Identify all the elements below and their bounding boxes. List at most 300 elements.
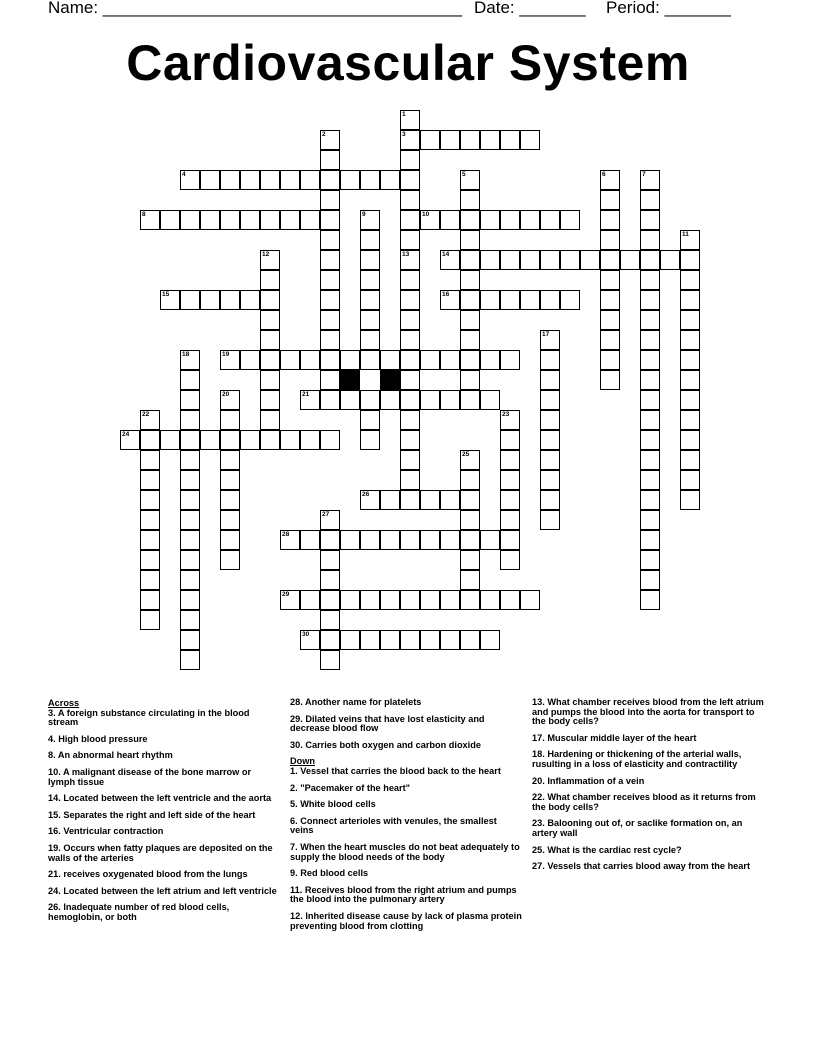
grid-cell[interactable] — [400, 250, 420, 270]
grid-cell[interactable] — [520, 590, 540, 610]
grid-cell[interactable] — [200, 170, 220, 190]
grid-cell[interactable] — [460, 170, 480, 190]
period-field[interactable]: Period: _______ — [606, 0, 731, 17]
grid-cell[interactable] — [360, 410, 380, 430]
grid-cell[interactable] — [400, 270, 420, 290]
grid-cell[interactable] — [140, 590, 160, 610]
grid-cell[interactable] — [680, 410, 700, 430]
grid-cell[interactable] — [640, 230, 660, 250]
grid-cell[interactable] — [460, 570, 480, 590]
grid-cell[interactable] — [680, 490, 700, 510]
grid-cell[interactable] — [180, 370, 200, 390]
grid-cell[interactable] — [220, 470, 240, 490]
grid-cell[interactable] — [400, 190, 420, 210]
grid-cell[interactable] — [680, 330, 700, 350]
grid-cell[interactable] — [600, 190, 620, 210]
grid-cell[interactable] — [640, 430, 660, 450]
grid-cell[interactable] — [640, 370, 660, 390]
grid-cell[interactable] — [460, 290, 480, 310]
grid-cell[interactable] — [180, 610, 200, 630]
grid-cell[interactable] — [280, 170, 300, 190]
grid-cell[interactable] — [400, 290, 420, 310]
grid-cell[interactable] — [440, 290, 460, 310]
grid-cell[interactable] — [560, 290, 580, 310]
grid-cell[interactable] — [320, 150, 340, 170]
grid-cell[interactable] — [680, 350, 700, 370]
grid-cell[interactable] — [260, 330, 280, 350]
grid-cell[interactable] — [320, 230, 340, 250]
grid-cell[interactable] — [480, 290, 500, 310]
grid-cell[interactable] — [380, 170, 400, 190]
grid-cell[interactable] — [500, 450, 520, 470]
grid-cell[interactable] — [260, 270, 280, 290]
grid-cell[interactable] — [640, 390, 660, 410]
grid-cell[interactable] — [600, 210, 620, 230]
grid-cell[interactable] — [420, 490, 440, 510]
grid-cell[interactable] — [560, 250, 580, 270]
grid-cell[interactable] — [680, 370, 700, 390]
grid-cell[interactable] — [180, 410, 200, 430]
grid-cell[interactable] — [320, 550, 340, 570]
grid-cell[interactable] — [420, 630, 440, 650]
grid-cell[interactable] — [380, 350, 400, 370]
grid-cell[interactable] — [440, 490, 460, 510]
grid-cell[interactable] — [160, 430, 180, 450]
grid-cell[interactable] — [220, 510, 240, 530]
grid-cell[interactable] — [600, 250, 620, 270]
grid-cell[interactable] — [680, 450, 700, 470]
grid-cell[interactable] — [600, 370, 620, 390]
grid-cell[interactable] — [460, 270, 480, 290]
grid-cell[interactable] — [480, 390, 500, 410]
grid-cell[interactable] — [440, 630, 460, 650]
grid-cell[interactable] — [260, 250, 280, 270]
grid-cell[interactable] — [640, 170, 660, 190]
grid-cell[interactable] — [540, 350, 560, 370]
grid-cell[interactable] — [420, 530, 440, 550]
grid-cell[interactable] — [300, 350, 320, 370]
grid-cell[interactable] — [540, 430, 560, 450]
grid-cell[interactable] — [680, 430, 700, 450]
grid-cell[interactable] — [600, 310, 620, 330]
grid-cell[interactable] — [300, 590, 320, 610]
grid-cell[interactable] — [180, 290, 200, 310]
grid-cell[interactable] — [360, 250, 380, 270]
grid-cell[interactable] — [260, 210, 280, 230]
grid-cell[interactable] — [180, 590, 200, 610]
grid-cell[interactable] — [280, 590, 300, 610]
grid-cell[interactable] — [320, 390, 340, 410]
grid-cell[interactable] — [500, 470, 520, 490]
grid-cell[interactable] — [320, 530, 340, 550]
grid-cell[interactable] — [400, 110, 420, 130]
grid-cell[interactable] — [340, 530, 360, 550]
grid-cell[interactable] — [240, 430, 260, 450]
grid-cell[interactable] — [480, 130, 500, 150]
grid-cell[interactable] — [320, 370, 340, 390]
grid-cell[interactable] — [400, 130, 420, 150]
grid-cell[interactable] — [640, 330, 660, 350]
grid-cell[interactable] — [360, 390, 380, 410]
grid-cell[interactable] — [360, 330, 380, 350]
grid-cell[interactable] — [600, 350, 620, 370]
grid-cell[interactable] — [220, 450, 240, 470]
grid-cell[interactable] — [540, 290, 560, 310]
grid-cell[interactable] — [440, 390, 460, 410]
grid-cell[interactable] — [460, 370, 480, 390]
grid-cell[interactable] — [340, 590, 360, 610]
grid-cell[interactable] — [500, 430, 520, 450]
grid-cell[interactable] — [300, 530, 320, 550]
grid-cell[interactable] — [180, 210, 200, 230]
grid-cell[interactable] — [400, 450, 420, 470]
grid-cell[interactable] — [380, 530, 400, 550]
grid-cell[interactable] — [180, 490, 200, 510]
grid-cell[interactable] — [460, 250, 480, 270]
grid-cell[interactable] — [340, 350, 360, 370]
grid-cell[interactable] — [600, 170, 620, 190]
grid-cell[interactable] — [360, 290, 380, 310]
grid-cell[interactable] — [400, 330, 420, 350]
grid-cell[interactable] — [320, 130, 340, 150]
grid-cell[interactable] — [300, 210, 320, 230]
down-clue: 27. Vessels that carries blood away from the heart — [532, 861, 751, 872]
grid-cell[interactable] — [460, 550, 480, 570]
grid-cell[interactable] — [460, 230, 480, 250]
grid-cell[interactable] — [540, 510, 560, 530]
grid-cell[interactable] — [400, 210, 420, 230]
grid-cell[interactable] — [260, 310, 280, 330]
grid-cell[interactable] — [640, 530, 660, 550]
grid-cell[interactable] — [480, 210, 500, 230]
grid-cell[interactable] — [140, 210, 160, 230]
grid-cell[interactable] — [140, 490, 160, 510]
grid-cell[interactable] — [320, 610, 340, 630]
grid-cell[interactable] — [680, 250, 700, 270]
grid-cell[interactable] — [180, 550, 200, 570]
grid-cell[interactable] — [500, 490, 520, 510]
grid-cell[interactable] — [180, 650, 200, 670]
grid-cell[interactable] — [140, 610, 160, 630]
grid-cell[interactable] — [500, 290, 520, 310]
grid-cell[interactable] — [160, 290, 180, 310]
grid-cell[interactable] — [400, 310, 420, 330]
grid-cell[interactable] — [320, 510, 340, 530]
grid-cell[interactable] — [580, 250, 600, 270]
grid-cell[interactable] — [140, 410, 160, 430]
grid-cell[interactable] — [360, 490, 380, 510]
grid-cell[interactable] — [220, 430, 240, 450]
grid-cell[interactable] — [280, 530, 300, 550]
grid-cell[interactable] — [420, 350, 440, 370]
grid-cell[interactable] — [220, 530, 240, 550]
grid-cell[interactable] — [560, 210, 580, 230]
grid-cell[interactable] — [180, 630, 200, 650]
clue-number: 14 — [442, 251, 450, 258]
grid-cell[interactable] — [240, 350, 260, 370]
grid-cell[interactable] — [360, 230, 380, 250]
grid-cell[interactable] — [200, 290, 220, 310]
grid-cell[interactable] — [540, 370, 560, 390]
grid-cell[interactable] — [420, 390, 440, 410]
grid-cell[interactable] — [120, 430, 140, 450]
grid-cell[interactable] — [640, 470, 660, 490]
grid-cell[interactable] — [260, 410, 280, 430]
grid-cell[interactable] — [320, 250, 340, 270]
grid-cell[interactable] — [380, 630, 400, 650]
grid-cell[interactable] — [400, 230, 420, 250]
grid-cell[interactable] — [320, 210, 340, 230]
grid-cell[interactable] — [180, 530, 200, 550]
grid-cell[interactable] — [500, 590, 520, 610]
grid-cell[interactable] — [320, 270, 340, 290]
grid-cell[interactable] — [500, 410, 520, 430]
grid-cell[interactable] — [600, 230, 620, 250]
grid-cell[interactable] — [300, 170, 320, 190]
grid-cell[interactable] — [180, 350, 200, 370]
grid-cell[interactable] — [500, 210, 520, 230]
grid-cell[interactable] — [360, 210, 380, 230]
grid-cell[interactable] — [520, 210, 540, 230]
grid-cell[interactable] — [380, 390, 400, 410]
grid-cell[interactable] — [280, 350, 300, 370]
grid-cell[interactable] — [520, 130, 540, 150]
grid-cell[interactable] — [640, 510, 660, 530]
grid-cell[interactable] — [180, 570, 200, 590]
grid-cell[interactable] — [220, 490, 240, 510]
grid-cell[interactable] — [640, 450, 660, 470]
name-field[interactable]: Name: ______________________________________ — [48, 0, 463, 17]
grid-cell[interactable] — [360, 630, 380, 650]
grid-cell[interactable] — [260, 170, 280, 190]
grid-cell[interactable] — [400, 630, 420, 650]
grid-cell[interactable] — [640, 410, 660, 430]
grid-cell[interactable] — [260, 350, 280, 370]
grid-cell[interactable] — [220, 410, 240, 430]
grid-cell[interactable] — [360, 530, 380, 550]
grid-cell[interactable] — [300, 390, 320, 410]
grid-cell[interactable] — [680, 270, 700, 290]
grid-cell[interactable] — [140, 430, 160, 450]
grid-cell[interactable] — [340, 630, 360, 650]
grid-cell[interactable] — [640, 290, 660, 310]
grid-cell[interactable] — [440, 590, 460, 610]
grid-cell[interactable] — [360, 590, 380, 610]
grid-cell[interactable] — [460, 330, 480, 350]
down-clue: 20. Inflammation of a vein — [532, 775, 645, 786]
grid-cell[interactable] — [440, 350, 460, 370]
grid-cell[interactable] — [360, 270, 380, 290]
grid-cell[interactable] — [500, 530, 520, 550]
grid-cell[interactable] — [360, 350, 380, 370]
black-cell — [380, 370, 400, 390]
grid-cell[interactable] — [240, 290, 260, 310]
grid-cell[interactable] — [640, 250, 660, 270]
grid-cell[interactable] — [220, 350, 240, 370]
grid-cell[interactable] — [460, 490, 480, 510]
grid-cell[interactable] — [420, 590, 440, 610]
grid-cell[interactable] — [220, 170, 240, 190]
grid-cell[interactable] — [540, 250, 560, 270]
grid-cell[interactable] — [400, 490, 420, 510]
grid-cell[interactable] — [220, 210, 240, 230]
grid-cell[interactable] — [460, 450, 480, 470]
grid-cell[interactable] — [620, 250, 640, 270]
grid-cell[interactable] — [440, 530, 460, 550]
grid-cell[interactable] — [160, 210, 180, 230]
grid-cell[interactable] — [640, 210, 660, 230]
grid-cell[interactable] — [220, 290, 240, 310]
grid-cell[interactable] — [440, 210, 460, 230]
grid-cell[interactable] — [200, 430, 220, 450]
grid-cell[interactable] — [180, 450, 200, 470]
grid-cell[interactable] — [460, 190, 480, 210]
grid-cell[interactable] — [540, 390, 560, 410]
grid-cell[interactable] — [320, 650, 340, 670]
grid-cell[interactable] — [140, 530, 160, 550]
grid-cell[interactable] — [500, 350, 520, 370]
grid-cell[interactable] — [640, 490, 660, 510]
grid-cell[interactable] — [520, 250, 540, 270]
grid-cell[interactable] — [460, 530, 480, 550]
grid-cell[interactable] — [540, 410, 560, 430]
grid-cell[interactable] — [140, 550, 160, 570]
grid-cell[interactable] — [320, 290, 340, 310]
grid-cell[interactable] — [320, 310, 340, 330]
grid-cell[interactable] — [460, 310, 480, 330]
grid-cell[interactable] — [640, 310, 660, 330]
grid-cell[interactable] — [460, 130, 480, 150]
grid-cell[interactable] — [220, 390, 240, 410]
grid-cell[interactable] — [640, 590, 660, 610]
grid-cell[interactable] — [600, 330, 620, 350]
grid-cell[interactable] — [460, 350, 480, 370]
grid-cell[interactable] — [460, 210, 480, 230]
grid-cell[interactable] — [480, 350, 500, 370]
grid-cell[interactable] — [280, 210, 300, 230]
grid-cell[interactable] — [400, 590, 420, 610]
grid-cell[interactable] — [400, 370, 420, 390]
grid-cell[interactable] — [260, 430, 280, 450]
grid-cell[interactable] — [320, 430, 340, 450]
grid-cell[interactable] — [320, 330, 340, 350]
grid-cell[interactable] — [400, 150, 420, 170]
grid-cell[interactable] — [540, 490, 560, 510]
grid-cell[interactable] — [500, 550, 520, 570]
grid-cell[interactable] — [420, 210, 440, 230]
grid-cell[interactable] — [440, 250, 460, 270]
grid-cell[interactable] — [680, 390, 700, 410]
grid-cell[interactable] — [320, 590, 340, 610]
grid-cell[interactable] — [500, 250, 520, 270]
grid-cell[interactable] — [300, 630, 320, 650]
grid-cell[interactable] — [140, 510, 160, 530]
grid-cell[interactable] — [460, 510, 480, 530]
grid-cell[interactable] — [260, 290, 280, 310]
grid-cell[interactable] — [460, 390, 480, 410]
grid-cell[interactable] — [680, 470, 700, 490]
grid-cell[interactable] — [340, 170, 360, 190]
grid-cell[interactable] — [600, 270, 620, 290]
grid-cell[interactable] — [640, 570, 660, 590]
grid-cell[interactable] — [180, 510, 200, 530]
grid-cell[interactable] — [440, 130, 460, 150]
grid-cell[interactable] — [140, 450, 160, 470]
grid-cell[interactable] — [180, 390, 200, 410]
grid-cell[interactable] — [660, 250, 680, 270]
grid-cell[interactable] — [340, 390, 360, 410]
date-field[interactable]: Date: _______ — [474, 0, 586, 17]
grid-cell[interactable] — [460, 470, 480, 490]
grid-cell[interactable] — [640, 350, 660, 370]
grid-cell[interactable] — [260, 370, 280, 390]
grid-cell[interactable] — [260, 390, 280, 410]
grid-cell[interactable] — [500, 510, 520, 530]
grid-cell[interactable] — [520, 290, 540, 310]
grid-cell[interactable] — [360, 310, 380, 330]
grid-cell[interactable] — [240, 210, 260, 230]
grid-cell[interactable] — [680, 230, 700, 250]
grid-cell[interactable] — [180, 170, 200, 190]
grid-cell[interactable] — [400, 430, 420, 450]
grid-cell[interactable] — [180, 470, 200, 490]
grid-cell[interactable] — [460, 630, 480, 650]
grid-cell[interactable] — [540, 450, 560, 470]
grid-cell[interactable] — [640, 190, 660, 210]
grid-cell[interactable] — [360, 430, 380, 450]
grid-cell[interactable] — [600, 290, 620, 310]
grid-cell[interactable] — [540, 470, 560, 490]
grid-cell[interactable] — [680, 290, 700, 310]
grid-cell[interactable] — [540, 330, 560, 350]
grid-cell[interactable] — [140, 470, 160, 490]
grid-cell[interactable] — [240, 170, 260, 190]
grid-cell[interactable] — [480, 630, 500, 650]
grid-cell[interactable] — [200, 210, 220, 230]
grid-cell[interactable] — [400, 410, 420, 430]
grid-cell[interactable] — [320, 170, 340, 190]
grid-cell[interactable] — [400, 390, 420, 410]
grid-cell[interactable] — [380, 590, 400, 610]
grid-cell[interactable] — [480, 530, 500, 550]
grid-cell[interactable] — [420, 130, 440, 150]
grid-cell[interactable] — [380, 490, 400, 510]
grid-cell[interactable] — [640, 270, 660, 290]
grid-cell[interactable] — [320, 630, 340, 650]
grid-cell[interactable] — [500, 130, 520, 150]
grid-cell[interactable] — [640, 550, 660, 570]
grid-cell[interactable] — [280, 430, 300, 450]
grid-cell[interactable] — [540, 210, 560, 230]
down-clue: 6. Connect arterioles with venules, the smallest veins — [290, 815, 497, 836]
grid-cell[interactable] — [680, 310, 700, 330]
grid-cell[interactable] — [400, 530, 420, 550]
grid-cell[interactable] — [320, 570, 340, 590]
grid-cell[interactable] — [400, 350, 420, 370]
grid-cell[interactable] — [480, 590, 500, 610]
grid-cell[interactable] — [220, 550, 240, 570]
grid-cell[interactable] — [360, 170, 380, 190]
grid-cell[interactable] — [400, 170, 420, 190]
grid-cell[interactable] — [320, 190, 340, 210]
grid-cell[interactable] — [180, 430, 200, 450]
grid-cell[interactable] — [140, 570, 160, 590]
grid-cell[interactable] — [300, 430, 320, 450]
grid-cell[interactable] — [460, 590, 480, 610]
grid-cell[interactable] — [320, 350, 340, 370]
grid-cell[interactable] — [400, 470, 420, 490]
grid-cell[interactable] — [480, 250, 500, 270]
